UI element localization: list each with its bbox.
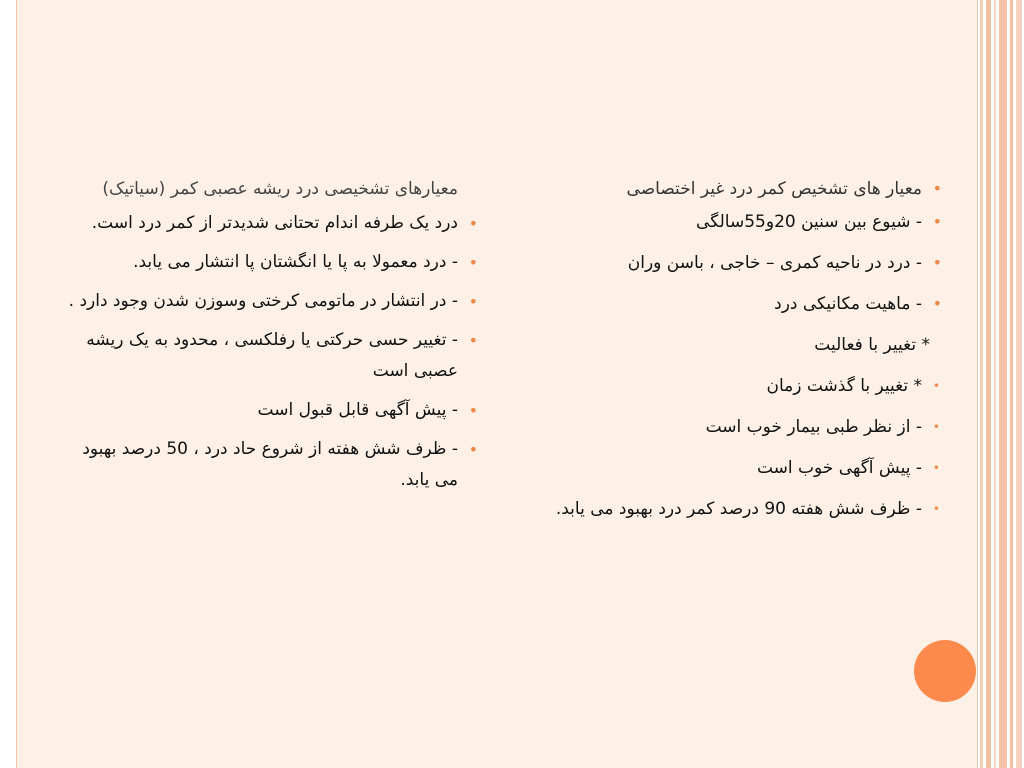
list-item [528, 413, 942, 441]
list-item-text: درد یک طرفه اندام تحتانی شدیدتر از کمر درد است. [91, 213, 458, 233]
list-item [58, 286, 478, 317]
list-item-text: * تغییر با فعالیت [814, 335, 930, 355]
bullet-icon: • [468, 331, 478, 350]
bullet-icon: • [932, 212, 942, 231]
list-item-text: - پیش آگهی قابل قبول است [257, 400, 458, 420]
left-criteria-list [58, 208, 478, 496]
bullet-icon: • [932, 502, 940, 516]
right-criteria-list [528, 208, 942, 523]
list-item-text: - پیش آگهی خوب است [756, 458, 922, 478]
list-item [528, 495, 942, 523]
bullet-icon: • [468, 214, 478, 233]
list-item [528, 208, 942, 236]
list-item-text: - درد معمولا به پا یا انگشتان پا انتشار می یابد. [133, 252, 458, 272]
right-column [528, 176, 942, 536]
list-item [58, 395, 478, 426]
list-item-text: - شیوع بین سنین 20و55سالگی [696, 212, 922, 232]
list-item-text: - تغییر حسی حرکتی یا رفلکسی ، محدود به یک ریشه عصبی است [86, 330, 458, 381]
bullet-icon: • [932, 461, 940, 475]
bullet-icon: • [932, 253, 942, 272]
bullet-icon: • [468, 401, 478, 420]
bullet-icon: • [468, 292, 478, 311]
right-column-heading [528, 176, 942, 202]
list-item-text: * تغییر با گذشت زمان [766, 376, 922, 396]
bullet-icon: • [468, 440, 478, 459]
list-item [58, 325, 478, 387]
list-item-text: - در انتشار در ماتومی کرختی وسوزن شدن وجود دارد . [68, 291, 458, 311]
decorative-stripe [986, 0, 991, 768]
decorative-stripe [1016, 0, 1022, 768]
list-item [528, 290, 942, 318]
list-item [58, 434, 478, 496]
list-item-text: - ظرف شش هفته از شروع حاد درد ، 50 درصد بهبود می یابد. [82, 439, 458, 490]
decorative-stripe [980, 0, 983, 768]
bullet-icon: • [468, 253, 478, 272]
list-item [528, 249, 942, 277]
decorative-circle [914, 640, 976, 702]
right-heading-text: معیار های تشخیص کمر درد غیر اختصاصی [626, 179, 922, 199]
bullet-icon: • [932, 294, 942, 313]
list-item-text: - ظرف شش هفته 90 درصد کمر درد بهبود می یابد. [555, 499, 922, 519]
left-column [58, 176, 478, 504]
list-item-text: - درد در ناحیه کمری – خاجی ، باسن وران [627, 253, 922, 273]
decorative-stripe [994, 0, 996, 768]
list-item [528, 372, 942, 400]
decorative-stripe [999, 0, 1007, 768]
bullet-icon: • [932, 379, 940, 393]
list-item-text: - ماهیت مکانیکی درد [774, 294, 922, 314]
list-item [528, 454, 942, 482]
list-item-text: - از نظر طبی بیمار خوب است [705, 417, 922, 437]
list-item [528, 331, 942, 359]
list-item [58, 247, 478, 278]
list-item [58, 208, 478, 239]
bullet-icon: • [932, 179, 942, 198]
left-column-heading: معیارهای تشخیصی درد ریشه عصبی کمر (سیاتیک) [102, 179, 458, 199]
bullet-icon: • [932, 420, 940, 434]
decorative-stripe [1010, 0, 1013, 768]
